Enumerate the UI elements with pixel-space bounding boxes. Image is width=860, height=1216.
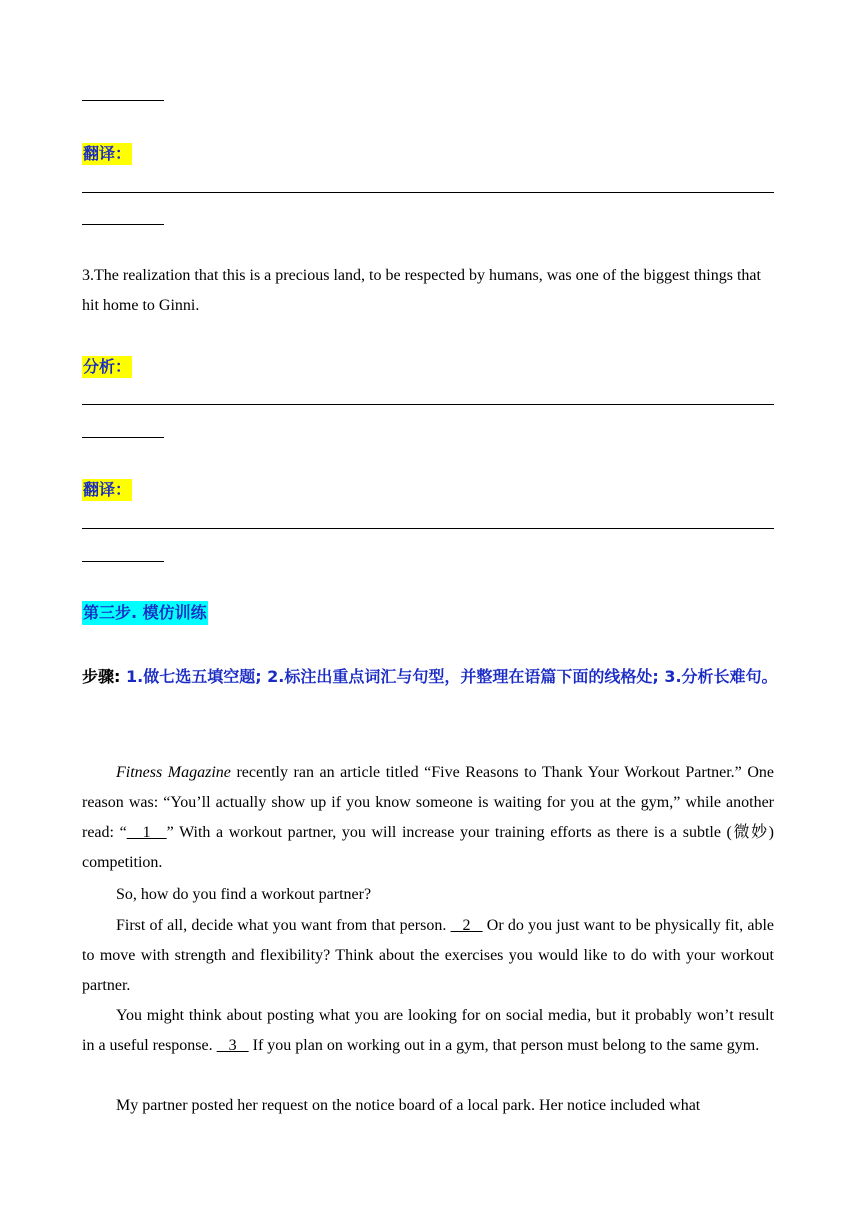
passage-paragraph-4 [82,1001,774,1061]
translation-label: 翻译： [83,480,132,499]
passage-paragraph-1 [82,758,774,878]
answer-line [82,437,164,438]
analysis-label: 分析： [83,357,132,376]
blank-2: 2 [450,917,483,934]
paragraph-text: First of all, decide what you want from that person. [116,917,451,934]
paragraph-text: You might think about posting what you are looking for on social media, but it probably won’t result in a useful response. [82,1007,774,1054]
translation-label: 翻译： [83,144,132,163]
passage-paragraph-2: So, how do you find a workout partner? [116,886,372,903]
steps-instructions [82,661,778,693]
paragraph-text: ” With a workout partner, you will increase your training efforts as there is a subtle (微妙) competition. [82,824,774,871]
section-heading: 第三步. 模仿训练 [82,601,208,625]
blank-1: 1 [126,824,167,841]
answer-line [82,404,774,405]
blank-3: 3 [216,1037,249,1054]
answer-line [82,528,774,529]
answer-line [82,192,774,193]
paragraph-text: If you plan on working out in a gym, that person must belong to the same gym. [248,1037,760,1054]
magazine-title: Fitness Magazine [116,764,231,781]
sentence-3: 3.The realization that this is a precious land, to be respected by humans, was one of the biggest things that hit home to Ginni. [82,267,761,314]
answer-line [82,561,164,562]
passage-paragraph-5: My partner posted her request on the notice board of a local park. Her notice included what [116,1097,701,1114]
answer-line [82,100,164,101]
paragraph-text: Or do you just want to be physically fit, able to move with strength and flexibility? Think about the exercises you would like to do with your workout partner. [82,917,775,994]
answer-line [82,224,164,225]
passage-paragraph-3 [82,911,774,1001]
paragraph-text: recently ran an article titled “Five Reasons to Thank Your Workout Partner.” One reason was: “You’ll actually show up if you know someone is waiting for you at the gym,” while another read: “ [82,764,774,841]
steps-text: 1.做七选五填空题; 2.标注出重点词汇与句型，并整理在语篇下面的线格处; 3.分析长难句。 [120,667,778,686]
steps-lead: 步骤: [82,667,121,686]
